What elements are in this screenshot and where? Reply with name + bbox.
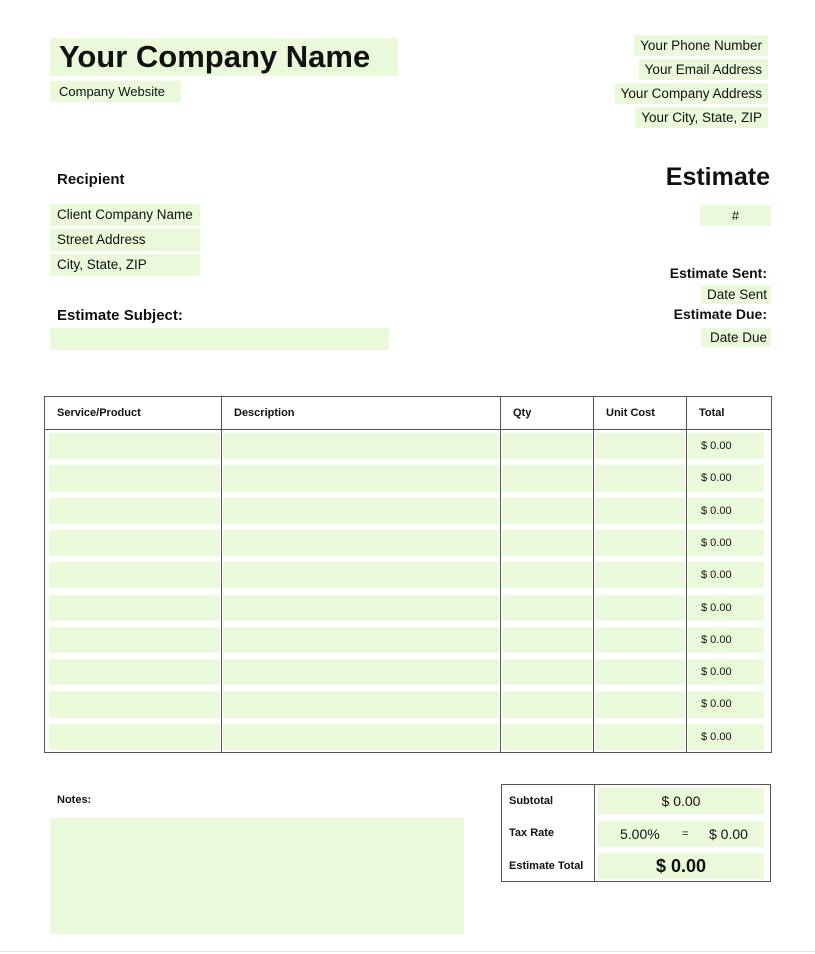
service-cell[interactable] — [49, 465, 220, 491]
unit-cost-cell[interactable] — [595, 659, 685, 685]
unit-cost-cell[interactable] — [595, 627, 685, 653]
qty-cell[interactable] — [502, 659, 592, 685]
table-row — [45, 688, 771, 720]
description-cell[interactable] — [223, 465, 499, 491]
table-row — [45, 592, 771, 624]
description-cell[interactable] — [223, 691, 499, 717]
service-cell[interactable] — [49, 562, 220, 588]
qty-cell[interactable] — [502, 433, 592, 459]
description-cell[interactable] — [223, 562, 499, 588]
company-address[interactable]: Your Company Address — [615, 83, 768, 104]
notes-field[interactable] — [50, 818, 464, 934]
description-cell[interactable] — [223, 530, 499, 556]
qty-cell[interactable] — [502, 691, 592, 717]
service-cell[interactable] — [49, 691, 220, 717]
total-cell: $ 0.00 — [688, 595, 764, 621]
service-cell[interactable] — [49, 498, 220, 524]
description-cell[interactable] — [223, 724, 499, 750]
unit-cost-cell[interactable] — [595, 562, 685, 588]
estimate-due-label: Estimate Due: — [673, 306, 767, 322]
table-row — [45, 462, 771, 494]
tax-rate-value[interactable]: 5.00% — [620, 826, 660, 842]
qty-cell[interactable] — [502, 498, 592, 524]
notes-label: Notes: — [57, 794, 92, 806]
description-cell[interactable] — [223, 627, 499, 653]
qty-cell[interactable] — [502, 627, 592, 653]
description-cell[interactable] — [223, 433, 499, 459]
service-cell[interactable] — [49, 659, 220, 685]
service-cell[interactable] — [49, 627, 220, 653]
company-phone[interactable]: Your Phone Number — [634, 35, 768, 56]
company-name[interactable]: Your Company Name — [50, 38, 398, 76]
recipient-heading: Recipient — [57, 171, 125, 188]
qty-cell[interactable] — [502, 530, 592, 556]
page-bottom-divider — [0, 951, 815, 952]
table-row — [45, 559, 771, 591]
total-cell: $ 0.00 — [688, 691, 764, 717]
qty-cell[interactable] — [502, 724, 592, 750]
company-email[interactable]: Your Email Address — [639, 59, 768, 80]
total-cell: $ 0.00 — [688, 724, 764, 750]
header-description: Description — [234, 407, 295, 419]
tax-amount: $ 0.00 — [709, 826, 748, 842]
client-city-state-zip[interactable]: City, State, ZIP — [50, 254, 200, 276]
estimate-subject-field[interactable] — [50, 328, 389, 350]
unit-cost-cell[interactable] — [595, 530, 685, 556]
estimate-total-value: $ 0.00 — [598, 853, 764, 879]
description-cell[interactable] — [223, 659, 499, 685]
estimate-subject-label: Estimate Subject: — [57, 307, 183, 324]
tax-row — [598, 821, 764, 847]
estimate-sent-date[interactable]: Date Sent — [701, 285, 771, 304]
table-row — [45, 721, 771, 753]
header-unit-cost: Unit Cost — [606, 407, 655, 419]
company-city-state-zip[interactable]: Your City, State, ZIP — [635, 107, 768, 128]
unit-cost-cell[interactable] — [595, 498, 685, 524]
client-street-address[interactable]: Street Address — [50, 229, 200, 251]
service-cell[interactable] — [49, 433, 220, 459]
header-service-product: Service/Product — [57, 407, 141, 419]
table-row — [45, 430, 771, 462]
table-row — [45, 495, 771, 527]
header-qty: Qty — [513, 407, 532, 419]
unit-cost-cell[interactable] — [595, 691, 685, 717]
subtotal-label: Subtotal — [509, 795, 553, 807]
total-cell: $ 0.00 — [688, 433, 764, 459]
unit-cost-cell[interactable] — [595, 465, 685, 491]
total-cell: $ 0.00 — [688, 465, 764, 491]
company-website[interactable]: Company Website — [50, 81, 181, 102]
service-cell[interactable] — [49, 724, 220, 750]
total-cell: $ 0.00 — [688, 498, 764, 524]
unit-cost-cell[interactable] — [595, 433, 685, 459]
unit-cost-cell[interactable] — [595, 724, 685, 750]
qty-cell[interactable] — [502, 465, 592, 491]
table-row — [45, 656, 771, 688]
estimate-total-label: Estimate Total — [509, 860, 584, 872]
unit-cost-cell[interactable] — [595, 595, 685, 621]
summary-box — [501, 784, 771, 882]
total-cell: $ 0.00 — [688, 562, 764, 588]
header-total: Total — [699, 407, 725, 419]
subtotal-value: $ 0.00 — [598, 788, 764, 814]
description-cell[interactable] — [223, 498, 499, 524]
table-row — [45, 527, 771, 559]
table-row — [45, 624, 771, 656]
tax-rate-label: Tax Rate — [509, 827, 555, 839]
description-cell[interactable] — [223, 595, 499, 621]
total-cell: $ 0.00 — [688, 530, 764, 556]
qty-cell[interactable] — [502, 562, 592, 588]
estimate-number[interactable]: # — [700, 205, 771, 226]
service-cell[interactable] — [49, 530, 220, 556]
estimate-title: Estimate — [665, 163, 770, 191]
estimate-sent-label: Estimate Sent: — [669, 265, 767, 281]
items-table — [44, 396, 772, 753]
total-cell: $ 0.00 — [688, 659, 764, 685]
total-cell: $ 0.00 — [688, 627, 764, 653]
service-cell[interactable] — [49, 595, 220, 621]
qty-cell[interactable] — [502, 595, 592, 621]
client-company-name[interactable]: Client Company Name — [50, 204, 200, 226]
tax-equals: = — [682, 828, 689, 840]
estimate-due-date[interactable]: Date Due — [701, 328, 771, 347]
